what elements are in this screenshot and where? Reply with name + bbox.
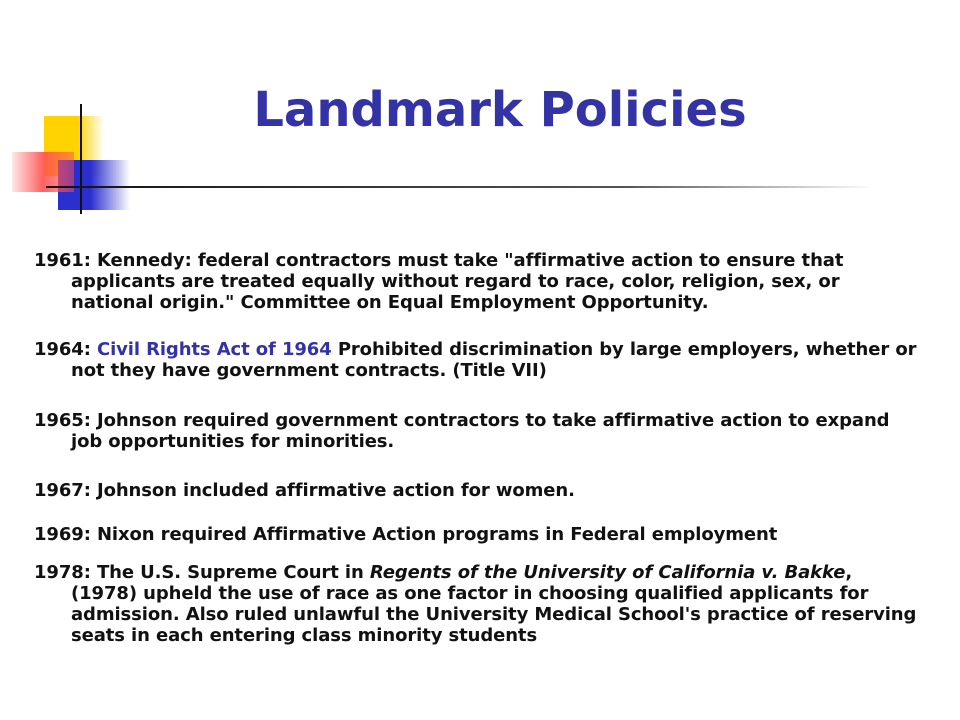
entry-text-continued: , (1978) upheld the use of race as one factor in choosing qualified applicants for admission. Also ruled unlawful the University Medical School's practice of reserving seats in each entering class minority students (71, 562, 917, 646)
policy-entry-1967 (34, 480, 924, 501)
entry-year: 1969: (34, 524, 91, 545)
entry-text: The U.S. Supreme Court in (96, 562, 364, 583)
entry-year: 1978: (34, 562, 91, 583)
entry-text: Johnson required government contractors to take affirmative action to expand job opportunities for minorities. (71, 410, 890, 452)
entry-year: 1967: (34, 480, 91, 501)
entry-text: Nixon required Affirmative Action programs in Federal employment (96, 524, 778, 545)
policy-entry-1965 (34, 410, 924, 452)
slide-title: Landmark Policies (253, 82, 747, 138)
entry-year: 1961: (34, 250, 91, 271)
entry-text: Johnson included affirmative action for women. (96, 480, 575, 501)
entry-text: Kennedy: federal contractors must take "affirmative action to ensure that applicants are treated equally without regard to race, color, religion, sex, or national origin." Committee on Equal Employment Opportunity. (71, 250, 844, 313)
case-name: Regents of the University of California v. Bakke (369, 562, 846, 583)
title-underline (46, 186, 876, 188)
entry-year: 1964: (34, 339, 91, 360)
entry-year: 1965: (34, 410, 91, 431)
entry-text: Prohibited discrimination by large employers, whether or not they have government contracts. (Title VII) (71, 339, 917, 381)
policy-entry-1978 (34, 562, 924, 646)
civil-rights-act-link[interactable]: Civil Rights Act of 1964 (96, 339, 332, 360)
policy-entry-1961 (34, 250, 924, 313)
policy-list (34, 250, 924, 646)
policy-entry-1969 (34, 524, 924, 545)
policy-entry-1964 (34, 339, 924, 381)
